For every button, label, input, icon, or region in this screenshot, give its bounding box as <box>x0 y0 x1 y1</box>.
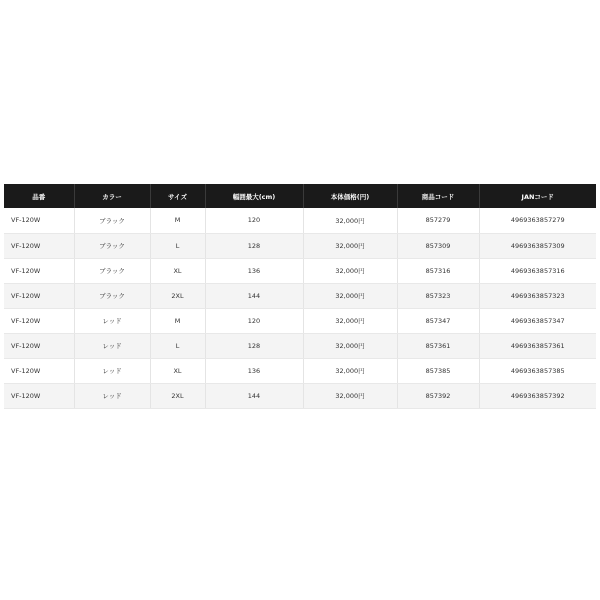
cell-size: M <box>150 308 205 333</box>
cell-price: 32,000円 <box>303 283 397 308</box>
cell-max-width: 144 <box>205 383 303 408</box>
cell-price: 32,000円 <box>303 333 397 358</box>
cell-product-code: 857279 <box>397 208 479 233</box>
cell-model-number: VF-120W <box>4 383 74 408</box>
cell-jan-code: 4969363857385 <box>479 358 596 383</box>
cell-color: レッド <box>74 333 150 358</box>
header-jan-code: JANコード <box>521 192 554 201</box>
table-row <box>4 258 596 283</box>
cell-max-width: 120 <box>205 208 303 233</box>
header-product-code: 商品コード <box>397 184 479 208</box>
cell-product-code: 857323 <box>397 283 479 308</box>
cell-jan-code: 4969363857323 <box>479 283 596 308</box>
table-row <box>4 233 596 258</box>
cell-product-code: 857361 <box>397 333 479 358</box>
cell-size: 2XL <box>150 283 205 308</box>
cell-model-number: VF-120W <box>4 333 74 358</box>
cell-jan-code: 4969363857316 <box>479 258 596 283</box>
table-row <box>4 283 596 308</box>
cell-product-code: 857385 <box>397 358 479 383</box>
cell-jan-code: 4969363857392 <box>479 383 596 408</box>
header-model-number: 品番 <box>4 184 74 208</box>
cell-product-code: 857309 <box>397 233 479 258</box>
product-spec-table-container <box>4 184 596 409</box>
cell-price: 32,000円 <box>303 208 397 233</box>
cell-max-width: 120 <box>205 308 303 333</box>
cell-max-width: 128 <box>205 233 303 258</box>
cell-size: M <box>150 208 205 233</box>
table-row <box>4 358 596 383</box>
cell-color: ブラック <box>74 233 150 258</box>
cell-product-code: 857392 <box>397 383 479 408</box>
cell-jan-code: 4969363857279 <box>479 208 596 233</box>
cell-max-width: 144 <box>205 283 303 308</box>
cell-product-code: 857316 <box>397 258 479 283</box>
cell-size: XL <box>150 258 205 283</box>
cell-jan-code: 4969363857361 <box>479 333 596 358</box>
header-price: 本体価格(円) <box>303 184 397 208</box>
cell-model-number: VF-120W <box>4 258 74 283</box>
cell-model-number: VF-120W <box>4 208 74 233</box>
cell-color: レッド <box>74 358 150 383</box>
header-size: サイズ <box>150 184 205 208</box>
cell-size: L <box>150 333 205 358</box>
table-row <box>4 208 596 233</box>
cell-size: 2XL <box>150 383 205 408</box>
cell-price: 32,000円 <box>303 358 397 383</box>
cell-price: 32,000円 <box>303 233 397 258</box>
cell-max-width: 136 <box>205 258 303 283</box>
cell-model-number: VF-120W <box>4 308 74 333</box>
cell-color: レッド <box>74 308 150 333</box>
cell-jan-code: 4969363857309 <box>479 233 596 258</box>
cell-jan-code: 4969363857347 <box>479 308 596 333</box>
cell-model-number: VF-120W <box>4 233 74 258</box>
cell-max-width: 128 <box>205 333 303 358</box>
cell-size: XL <box>150 358 205 383</box>
cell-price: 32,000円 <box>303 308 397 333</box>
product-spec-table <box>4 184 596 409</box>
cell-color: ブラック <box>74 208 150 233</box>
table-row <box>4 333 596 358</box>
header-max-width: 幅囲最大(cm) <box>205 184 303 208</box>
cell-model-number: VF-120W <box>4 283 74 308</box>
cell-price: 32,000円 <box>303 383 397 408</box>
cell-max-width: 136 <box>205 358 303 383</box>
cell-price: 32,000円 <box>303 258 397 283</box>
cell-color: レッド <box>74 383 150 408</box>
cell-model-number: VF-120W <box>4 358 74 383</box>
cell-product-code: 857347 <box>397 308 479 333</box>
cell-color: ブラック <box>74 283 150 308</box>
header-color: カラー <box>74 184 150 208</box>
cell-color: ブラック <box>74 258 150 283</box>
table-header-row <box>4 184 596 208</box>
cell-size: L <box>150 233 205 258</box>
table-row <box>4 308 596 333</box>
table-row <box>4 383 596 408</box>
